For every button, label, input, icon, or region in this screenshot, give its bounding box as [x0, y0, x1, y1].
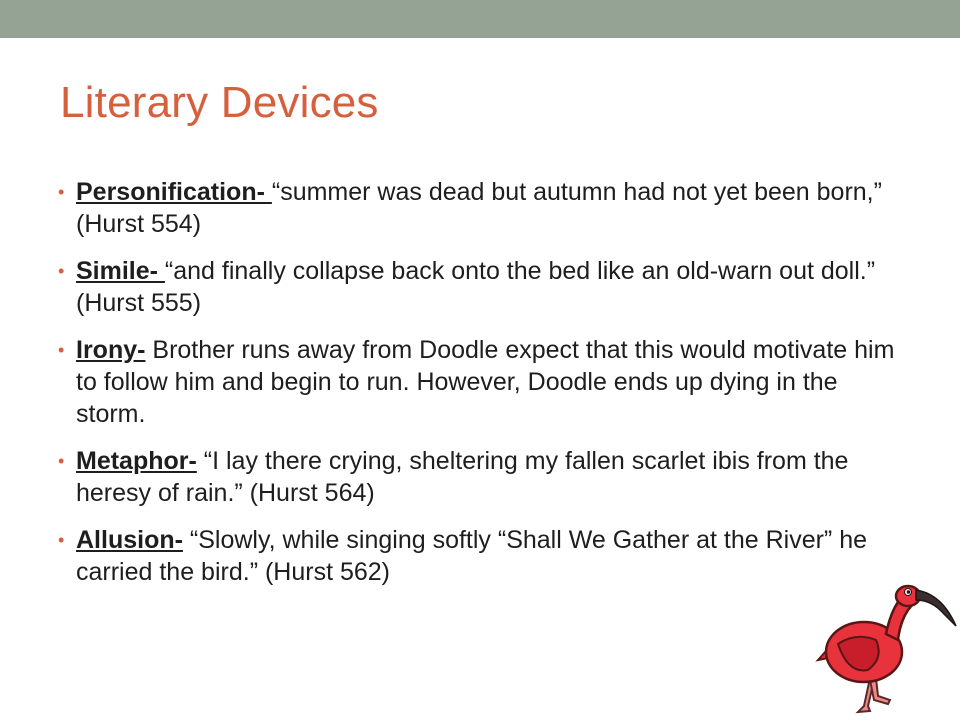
bullet-term: Allusion-: [76, 526, 183, 554]
bullet-text: “and finally collapse back onto the bed like an old-warn out doll.” (Hurst 555): [76, 257, 876, 317]
bullet-term: Simile-: [76, 257, 165, 285]
bullet-irony: [56, 334, 906, 430]
bullet-list: [56, 176, 906, 603]
bullet-term: Personification-: [76, 178, 272, 206]
slide-title: Literary Devices: [60, 78, 379, 127]
bullet-text: “summer was dead but autumn had not yet been born,” (Hurst 554): [76, 178, 882, 238]
bullet-term: Irony-: [76, 336, 146, 364]
bullet-text: Brother runs away from Doodle expect that this would motivate him to follow him and begin to run. However, Doodle ends up dying in the storm.: [76, 336, 895, 428]
bullet-dot-icon: •: [58, 340, 65, 360]
bullet-allusion: [56, 524, 906, 588]
bullet-dot-icon: •: [58, 261, 65, 281]
bullet-term: Metaphor-: [76, 447, 197, 475]
bullet-dot-icon: •: [58, 451, 65, 471]
bullet-simile: [56, 255, 906, 319]
bullet-dot-icon: •: [58, 182, 65, 202]
bullet-metaphor: [56, 445, 906, 509]
bullet-text: “I lay there crying, sheltering my fallen scarlet ibis from the heresy of rain.” (Hurst 564): [76, 447, 849, 507]
header-band: [0, 0, 960, 38]
bullet-personification: [56, 176, 906, 240]
scarlet-ibis-icon: [812, 578, 960, 720]
bullet-text: “Slowly, while singing softly “Shall We Gather at the River” he carried the bird.” (Hurst 562): [76, 526, 868, 586]
bullet-dot-icon: •: [58, 530, 65, 550]
